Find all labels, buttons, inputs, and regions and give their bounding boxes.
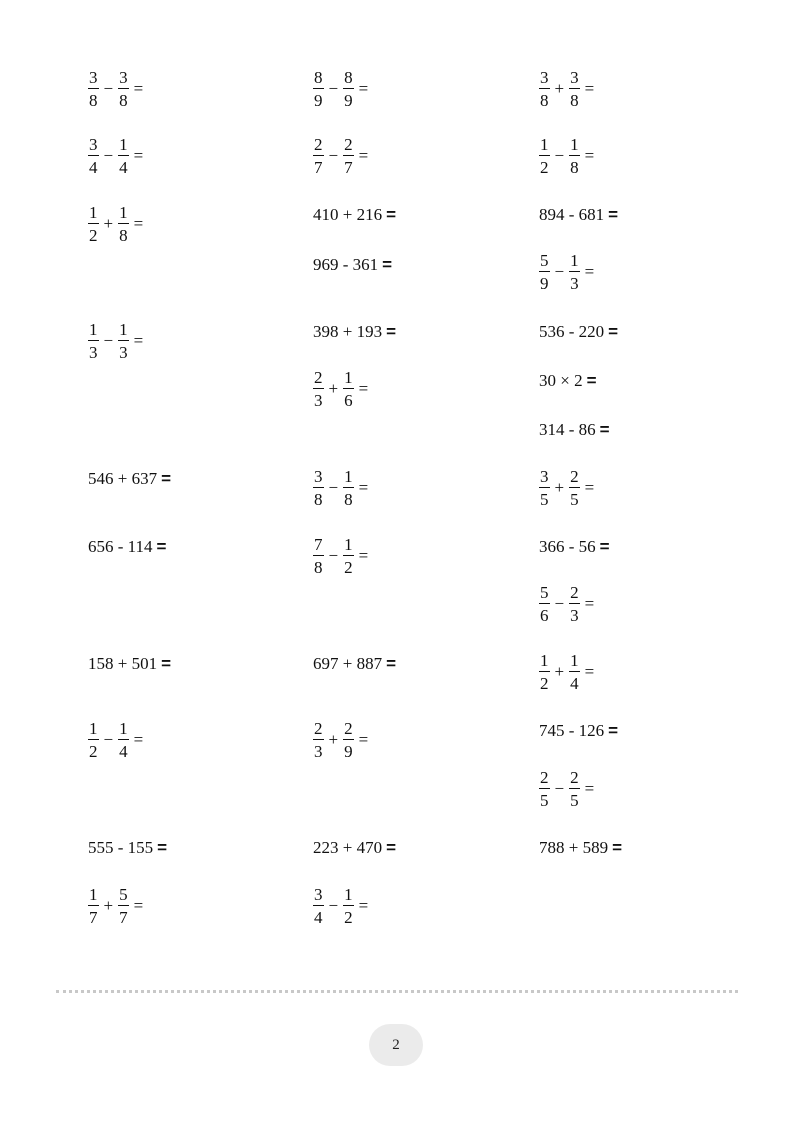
operator-sign: − [554,779,565,798]
fraction-problem [88,203,143,245]
arithmetic-problem [88,836,167,860]
numerator: 2 [314,135,323,154]
operator-sign: − [554,146,565,165]
arithmetic-problem [313,652,396,676]
operator-sign: − [554,262,565,281]
denominator: 3 [314,391,323,410]
denominator: 5 [570,490,579,509]
numerator: 1 [89,719,98,738]
numerator: 2 [314,368,323,387]
fraction-operand-b [569,68,580,110]
problem-expression: 894 - 681 [539,205,605,224]
equals-sign: = [584,146,595,165]
problem-expression: 788 + 589 [539,838,609,857]
problem-expression: 223 + 470 [313,838,383,857]
problem-expression: 969 - 361 [313,255,379,274]
fraction-operand-a [313,535,324,577]
numerator: 2 [344,135,353,154]
numerator: 1 [344,885,353,904]
fraction-problem [88,68,143,110]
arithmetic-problem [313,253,392,277]
arithmetic-problem [88,467,171,491]
fraction-problem [539,251,594,293]
denominator: 8 [119,91,128,110]
fraction-operand-b [118,135,129,177]
equals-sign: = [358,896,369,915]
problem-expression: 656 - 114 [88,537,153,556]
equals-sign: = [386,838,397,857]
numerator: 5 [540,583,549,602]
numerator: 2 [540,768,549,787]
fraction-operand-a [88,885,99,927]
numerator: 3 [540,467,549,486]
numerator: 2 [570,467,579,486]
numerator: 1 [570,651,579,670]
denominator: 4 [119,742,128,761]
equals-sign: = [599,537,610,556]
numerator: 2 [570,583,579,602]
denominator: 4 [89,158,98,177]
operator-sign: + [328,379,339,398]
denominator: 2 [540,674,549,693]
fraction-operand-a [313,68,324,110]
fraction-operand-a [539,251,550,293]
denominator: 9 [344,91,353,110]
fraction-operand-a [539,467,550,509]
equals-sign: = [157,838,168,857]
fraction-operand-b [569,651,580,693]
numerator: 2 [314,719,323,738]
fraction-problem [313,135,368,177]
fraction-problem [313,467,368,509]
numerator: 8 [314,68,323,87]
denominator: 9 [344,742,353,761]
denominator: 9 [540,274,549,293]
fraction-operand-a [539,68,550,110]
numerator: 3 [540,68,549,87]
numerator: 1 [570,135,579,154]
fraction-operand-b [118,719,129,761]
equals-sign: = [156,537,167,556]
numerator: 5 [540,251,549,270]
denominator: 8 [89,91,98,110]
fraction-operand-b [569,467,580,509]
numerator: 3 [119,68,128,87]
numerator: 2 [570,768,579,787]
denominator: 8 [344,490,353,509]
equals-sign: = [586,371,597,390]
numerator: 1 [89,320,98,339]
arithmetic-problem [539,418,610,442]
equals-sign: = [599,420,610,439]
denominator: 7 [89,908,98,927]
arithmetic-problem [539,320,618,344]
fraction-operand-b [343,68,354,110]
equals-sign: = [358,478,369,497]
problem-expression: 536 - 220 [539,322,605,341]
numerator: 7 [314,535,323,554]
numerator: 1 [344,467,353,486]
numerator: 1 [540,135,549,154]
equals-sign: = [386,654,397,673]
denominator: 3 [570,274,579,293]
equals-sign: = [133,730,144,749]
arithmetic-problem [88,535,166,559]
problem-expression: 546 + 637 [88,469,158,488]
denominator: 8 [119,226,128,245]
equals-sign: = [358,730,369,749]
arithmetic-problem [539,719,618,743]
fraction-operand-b [118,320,129,362]
numerator: 3 [89,135,98,154]
arithmetic-problem [88,652,171,676]
equals-sign: = [386,322,397,341]
denominator: 8 [570,158,579,177]
equals-sign: = [608,205,619,224]
equals-sign: = [612,838,623,857]
denominator: 2 [89,226,98,245]
fraction-operand-b [343,467,354,509]
problem-expression: 745 - 126 [539,721,605,740]
fraction-operand-b [343,885,354,927]
fraction-problem [539,68,594,110]
operator-sign: + [554,79,565,98]
denominator: 6 [540,606,549,625]
problem-expression: 398 + 193 [313,322,383,341]
fraction-operand-b [343,719,354,761]
fraction-operand-b [118,885,129,927]
numerator: 3 [314,467,323,486]
numerator: 1 [89,885,98,904]
equals-sign: = [584,594,595,613]
fraction-operand-a [539,768,550,810]
numerator: 1 [119,203,128,222]
denominator: 3 [570,606,579,625]
fraction-operand-a [88,719,99,761]
denominator: 4 [570,674,579,693]
problem-expression: 697 + 887 [313,654,383,673]
page-number-badge [369,1024,423,1066]
arithmetic-problem [539,836,622,860]
denominator: 5 [540,791,549,810]
fraction-operand-b [569,251,580,293]
numerator: 1 [570,251,579,270]
arithmetic-problem [313,320,396,344]
fraction-problem [313,719,368,761]
denominator: 8 [314,490,323,509]
denominator: 2 [89,742,98,761]
arithmetic-problem [539,203,618,227]
equals-sign: = [584,662,595,681]
denominator: 6 [344,391,353,410]
equals-sign: = [608,322,619,341]
problem-expression: 410 + 216 [313,205,383,224]
numerator: 1 [344,368,353,387]
fraction-operand-b [569,583,580,625]
numerator: 2 [344,719,353,738]
fraction-operand-a [313,467,324,509]
fraction-operand-a [88,68,99,110]
operator-sign: − [328,896,339,915]
equals-sign: = [133,896,144,915]
equals-sign: = [161,469,172,488]
equals-sign: = [584,262,595,281]
fraction-operand-a [88,320,99,362]
problem-expression: 30 × 2 [539,371,583,390]
numerator: 1 [119,135,128,154]
denominator: 4 [119,158,128,177]
denominator: 7 [119,908,128,927]
problem-expression: 314 - 86 [539,420,596,439]
operator-sign: − [103,79,114,98]
denominator: 8 [314,558,323,577]
fraction-problem [88,320,143,362]
equals-sign: = [358,79,369,98]
operator-sign: + [103,214,114,233]
fraction-operand-a [88,135,99,177]
equals-sign: = [133,331,144,350]
operator-sign: − [328,146,339,165]
equals-sign: = [608,721,619,740]
numerator: 1 [119,320,128,339]
equals-sign: = [584,478,595,497]
numerator: 8 [344,68,353,87]
arithmetic-problem [539,369,597,393]
fraction-problem [313,368,368,410]
equals-sign: = [358,146,369,165]
equals-sign: = [584,779,595,798]
page-number: 2 [392,1036,400,1053]
fraction-operand-b [118,68,129,110]
fraction-problem [88,885,143,927]
denominator: 5 [570,791,579,810]
denominator: 9 [314,91,323,110]
denominator: 7 [344,158,353,177]
fraction-operand-a [313,885,324,927]
operator-sign: + [103,896,114,915]
equals-sign: = [133,79,144,98]
dotted-divider [56,990,738,993]
equals-sign: = [386,205,397,224]
fraction-operand-a [539,135,550,177]
fraction-operand-b [343,135,354,177]
operator-sign: − [554,594,565,613]
operator-sign: + [328,730,339,749]
fraction-operand-a [313,368,324,410]
numerator: 1 [119,719,128,738]
denominator: 7 [314,158,323,177]
operator-sign: − [328,79,339,98]
fraction-problem [539,768,594,810]
operator-sign: − [103,730,114,749]
equals-sign: = [584,79,595,98]
fraction-problem [539,651,594,693]
operator-sign: − [103,331,114,350]
numerator: 3 [314,885,323,904]
equals-sign: = [133,146,144,165]
fraction-operand-a [313,135,324,177]
fraction-operand-a [313,719,324,761]
fraction-problem [539,135,594,177]
denominator: 3 [119,343,128,362]
fraction-problem [88,135,143,177]
equals-sign: = [133,214,144,233]
problem-expression: 158 + 501 [88,654,158,673]
denominator: 2 [540,158,549,177]
numerator: 3 [570,68,579,87]
arithmetic-problem [539,535,610,559]
denominator: 3 [314,742,323,761]
fraction-problem [313,885,368,927]
fraction-operand-a [539,583,550,625]
denominator: 2 [344,908,353,927]
equals-sign: = [358,379,369,398]
denominator: 3 [89,343,98,362]
numerator: 1 [89,203,98,222]
fraction-operand-a [88,203,99,245]
denominator: 4 [314,908,323,927]
numerator: 5 [119,885,128,904]
problem-expression: 555 - 155 [88,838,154,857]
fraction-problem [539,583,594,625]
arithmetic-problem [313,203,396,227]
operator-sign: + [554,662,565,681]
equals-sign: = [358,546,369,565]
denominator: 8 [540,91,549,110]
numerator: 1 [540,651,549,670]
operator-sign: − [103,146,114,165]
fraction-operand-b [118,203,129,245]
fraction-operand-b [343,535,354,577]
problem-expression: 366 - 56 [539,537,596,556]
numerator: 1 [344,535,353,554]
fraction-problem [88,719,143,761]
fraction-operand-b [569,135,580,177]
denominator: 2 [344,558,353,577]
numerator: 3 [89,68,98,87]
fraction-operand-b [343,368,354,410]
operator-sign: − [328,546,339,565]
arithmetic-problem [313,836,396,860]
operator-sign: + [554,478,565,497]
equals-sign: = [382,255,393,274]
fraction-operand-a [539,651,550,693]
denominator: 8 [570,91,579,110]
operator-sign: − [328,478,339,497]
fraction-operand-b [569,768,580,810]
fraction-problem [313,535,368,577]
equals-sign: = [161,654,172,673]
fraction-problem [313,68,368,110]
fraction-problem [539,467,594,509]
denominator: 5 [540,490,549,509]
